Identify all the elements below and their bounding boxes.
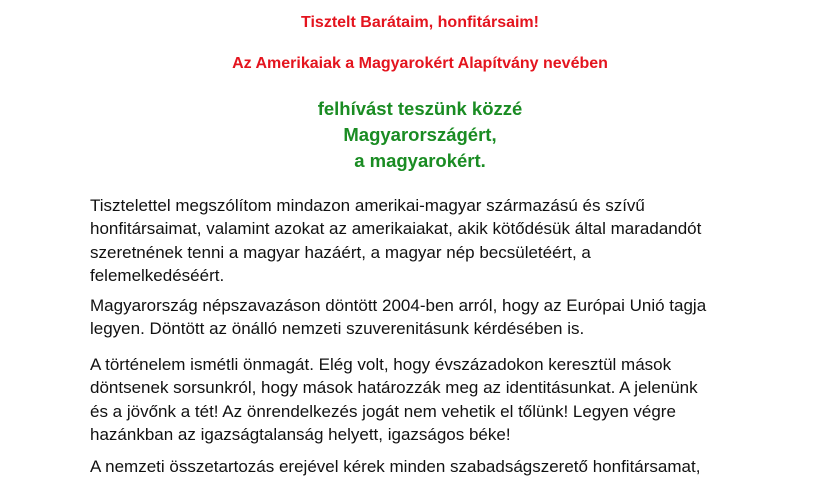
paragraph-line: és a jövőnk a tét! Az önrendelkezés jogát nem vehetik el tőlünk! Legyen végre — [90, 401, 676, 421]
call-heading-line-1: felhívást teszünk közzé — [317, 98, 523, 119]
paragraph-referendum — [90, 294, 790, 341]
paragraph-line: A történelem ismétli önmagát. Elég volt, hogy évszázadokon keresztül mások — [90, 355, 672, 374]
call-heading-line-2: Magyarországért, — [343, 124, 497, 145]
paragraph-solidarity — [90, 455, 790, 478]
paragraph-line: hazánkban az igazságtalanság helyett, igazságos béke! — [90, 424, 511, 444]
paragraph-line: Magyarország népszavazáson döntött 2004-ben arról, hogy az Európai Unió tagja — [90, 296, 707, 315]
paragraph-line: döntsenek sorsunkról, hogy mások határozzák meg az identitásunkat. A jelenünk — [90, 378, 698, 398]
greeting-heading: Tisztelt Barátaim, honfitársaim! — [301, 14, 539, 31]
paragraph-greeting-address — [90, 194, 790, 287]
call-heading-line-3: a magyarokért. — [354, 150, 486, 171]
paragraph-line: Tisztelettel megszólítom mindazon amerikai-magyar származású és szívű — [90, 196, 645, 215]
organization-heading: Az Amerikaiak a Magyarokért Alapítvány nevében — [232, 55, 608, 72]
paragraph-line: A nemzeti összetartozás erejével kérek minden szabadságszerető honfitársamat, — [90, 457, 701, 476]
paragraph-line: legyen. Döntött az önálló nemzeti szuverenitásunk kérdésében is. — [90, 319, 585, 339]
paragraph-line: honfitársaimat, valamint azokat az amerikaiakat, akik kötődésük által maradandót — [90, 219, 702, 239]
paragraph-history — [90, 353, 790, 446]
paragraph-line: felemelkedéséért. — [90, 265, 225, 285]
paragraph-line: szeretnének tenni a magyar hazáért, a magyar nép becsületéért, a — [90, 242, 591, 262]
